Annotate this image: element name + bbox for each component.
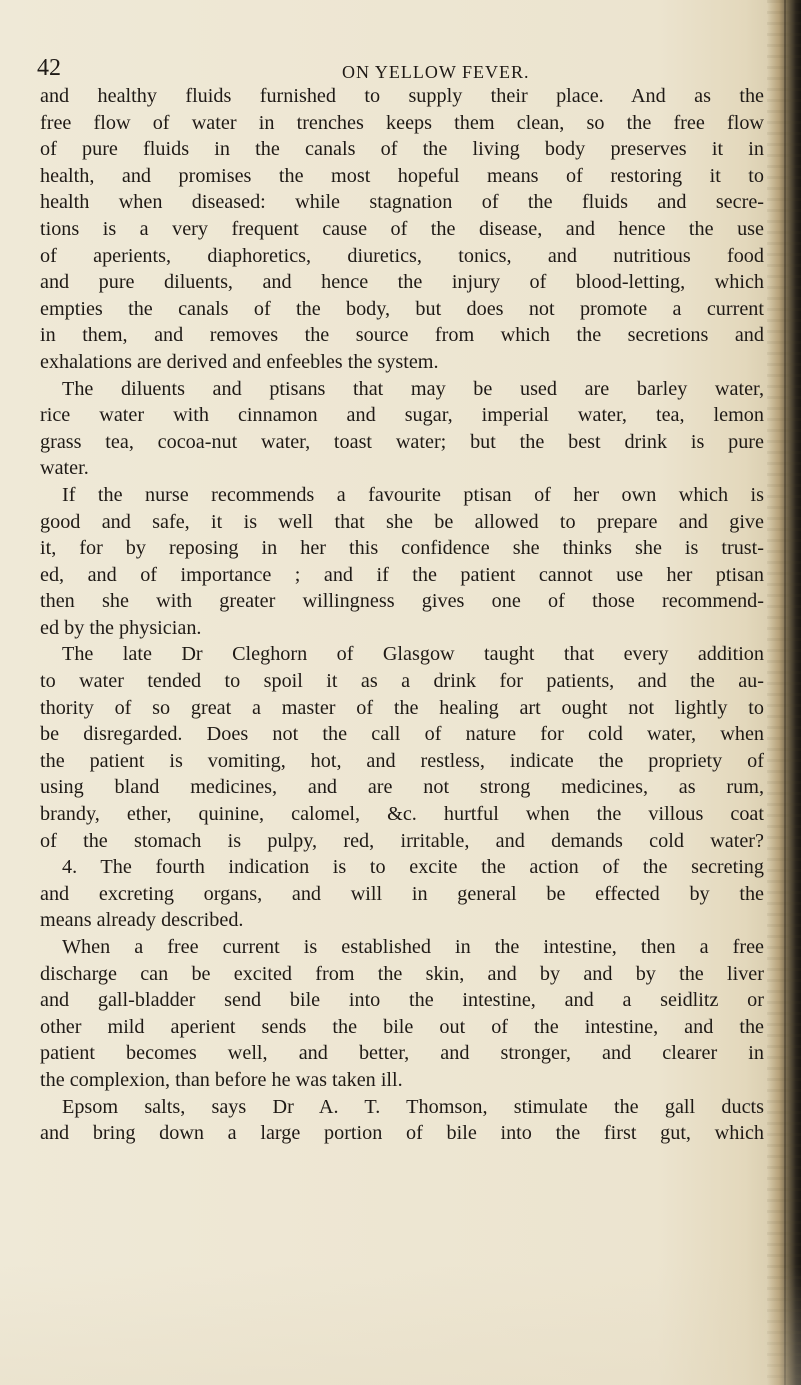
text-line: the complexion, than before he was taken ill. [40, 1068, 403, 1091]
text-line: then she with greater willingness gives one of those recommend- [40, 590, 764, 613]
text-line: health when diseased: while stagnation of the fluids and secre- [40, 191, 764, 214]
text-line: using bland medicines, and are not strong medicines, as rum, [40, 776, 764, 799]
text-line: of the stomach is pulpy, red, irritable, and demands cold water? [40, 829, 764, 852]
text-line: and pure diluents, and hence the injury of blood-letting, which [40, 271, 764, 294]
text-line: of pure fluids in the canals of the living body preserves it in [40, 138, 764, 161]
text-line: it, for by reposing in her this confidence she thinks she is trust- [40, 537, 764, 560]
text-line: grass tea, cocoa-nut water, toast water; but the best drink is pure [40, 430, 764, 453]
text-line: ed, and of importance ; and if the patient cannot use her ptisan [40, 563, 764, 586]
running-head: ON YELLOW FEVER. [342, 62, 530, 82]
text-line: water. [40, 457, 89, 480]
text-line: ed by the physician. [40, 616, 202, 639]
text-line: and excreting organs, and will in general be effected by the [40, 882, 764, 905]
text-line: discharge can be excited from the skin, and by and by the liver [40, 962, 764, 985]
text-line: and gall-bladder send bile into the intestine, and a seidlitz or [40, 989, 764, 1012]
page-number: 42 [37, 55, 61, 81]
text-line: empties the canals of the body, but does not promote a current [40, 297, 764, 320]
text-line: of aperients, diaphoretics, diuretics, tonics, and nutritious food [40, 244, 764, 267]
body-text [40, 83, 764, 1147]
paragraph-start-line: The diluents and ptisans that may be used are barley water, [62, 377, 764, 400]
text-line: rice water with cinnamon and sugar, imperial water, tea, lemon [40, 404, 764, 427]
text-line: free flow of water in trenches keeps them clean, so the free flow [40, 111, 764, 134]
page-bottom-shade [0, 1265, 801, 1385]
text-line: and healthy fluids furnished to supply their place. And as the [40, 85, 764, 107]
text-line: in them, and removes the source from which the secretions and [40, 324, 764, 347]
paragraph-start-line: If the nurse recommends a favourite ptisan of her own which is [62, 483, 764, 506]
text-line: be disregarded. Does not the call of nature for cold water, when [40, 723, 764, 746]
paragraph-start-line: When a free current is established in the intestine, then a free [62, 936, 764, 958]
binding-crease [784, 0, 786, 1385]
text-line: thority of so great a master of the healing art ought not lightly to [40, 696, 764, 719]
text-line: exhalations are derived and enfeebles the system. [40, 350, 439, 373]
text-line: means already described. [40, 909, 244, 932]
text-line: to water tended to spoil it as a drink for patients, and the au- [40, 670, 764, 693]
text-line: tions is a very frequent cause of the disease, and hence the use [40, 217, 764, 240]
paragraph-start-line: 4. The fourth indication is to excite the action of the secreting [62, 856, 764, 879]
text-line: patient becomes well, and better, and stronger, and clearer in [40, 1042, 764, 1065]
paragraph-start-line: Epsom salts, says Dr A. T. Thomson, stimulate the gall ducts [62, 1095, 764, 1118]
text-line: health, and promises the most hopeful means of restoring it to [40, 164, 764, 187]
text-line: the patient is vomiting, hot, and restless, indicate the propriety of [40, 749, 764, 772]
text-line: and bring down a large portion of bile into the first gut, which [40, 1122, 764, 1145]
text-line: brandy, ether, quinine, calomel, &c. hurtful when the villous coat [40, 803, 764, 826]
paragraph-start-line: The late Dr Cleghorn of Glasgow taught that every addition [62, 643, 764, 666]
text-line: other mild aperient sends the bile out of the intestine, and the [40, 1015, 764, 1038]
text-line: good and safe, it is well that she be allowed to prepare and give [40, 510, 764, 533]
